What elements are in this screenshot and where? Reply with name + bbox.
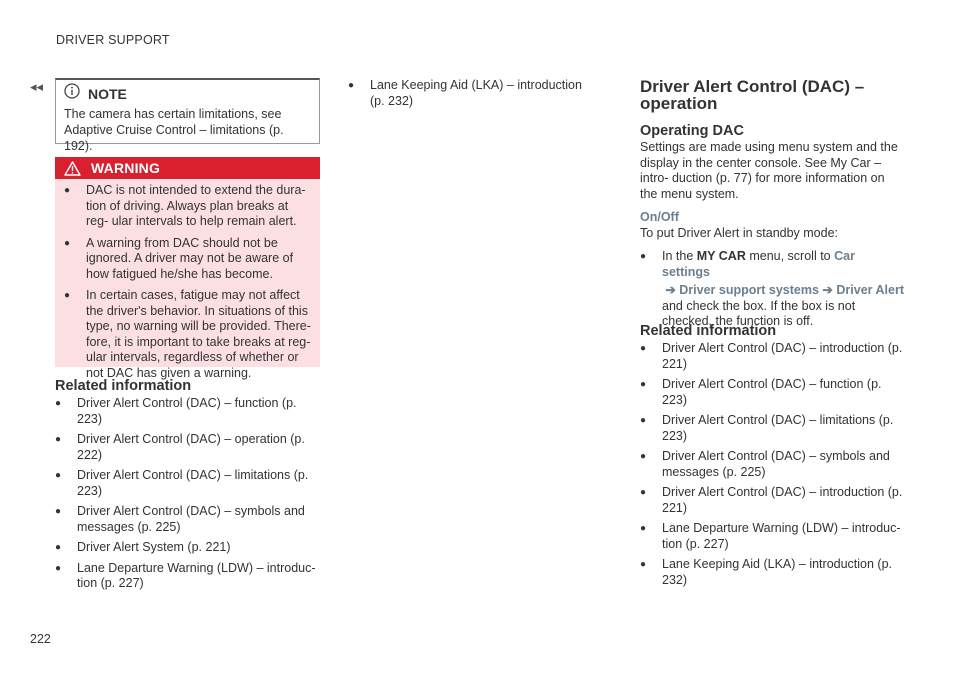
list-item[interactable]: ● Driver Alert Control (DAC) – introduction (p. 221) [640,341,903,371]
note-text: The camera has certain limitations, see Adaptive Cruise Control – limitations (p. 192). [64,107,284,153]
menu-driver-support: Driver support systems [679,283,819,297]
menu-path [640,283,904,299]
onoff-heading: On/Off [640,210,679,224]
mycar-label: MY CAR [696,249,746,263]
warning-item: ● DAC is not intended to extend the dura- tion of driving. Always plan breaks at reg- ular intervals to help remain alert. [64,183,306,228]
list-item[interactable]: ● Driver Alert Control (DAC) – function (p. 223) [55,396,297,426]
note-box [55,78,320,153]
page-title: Driver Alert Control (DAC) – operation [640,77,865,113]
list-item[interactable]: ● Driver Alert Control (DAC) – symbols and messages (p. 225) [640,449,890,479]
warning-item: ● A warning from DAC should not be ignored. A driver may not be aware of how fatigued he/she has become. [64,235,294,281]
related-heading: Related information [55,378,192,394]
list-item[interactable]: ● Driver Alert Control (DAC) – function (p. 223) [640,377,882,407]
related-heading-right: Related information [640,323,777,339]
info-circle-icon [64,83,80,104]
related-list-right [640,341,904,593]
continued-list [348,78,588,114]
right-arrow-icon: ➔ [822,283,833,297]
list-item[interactable]: ● Lane Keeping Aid (LKA) – introduction (p. 232) [348,78,582,108]
warning-list [61,183,313,387]
right-arrow-icon: ➔ [665,283,676,297]
list-item[interactable]: ● Lane Keeping Aid (LKA) – introduction (p. 232) [640,557,893,587]
list-item[interactable]: ● Driver Alert Control (DAC) – symbols and messages (p. 225) [55,504,305,534]
warning-item: ● In certain cases, fatigue may not affect the driver's behavior. In situations of this type, no warning will be provided. There- fore, it is important to take breaks at reg- ular intervals, regardless of whether or not DAC has given a warning. [64,288,311,380]
step-item: ● In the MY CAR menu, scroll to Car settings ➔ Driver support systems ➔ Driver Alert and check the box. If the box is not checked, the function is off. [640,249,904,328]
list-item[interactable]: ● Driver Alert Control (DAC) – operation (p. 222) [55,432,305,462]
list-item[interactable]: ● Driver Alert Control (DAC) – limitations (p. 223) [640,413,894,443]
onoff-text: To put Driver Alert in standby mode: [640,226,839,240]
operating-text: Settings are made using menu system and the display in the center console. See My Car – intro- duction (p. 77) for more information on the menu system. [640,140,898,201]
section-header: DRIVER SUPPORT [56,33,170,47]
warning-title: WARNING [91,160,161,176]
warning-header [55,157,320,179]
warning-triangle-icon [64,161,81,176]
back-icon[interactable]: ◂◂ [30,79,44,94]
list-item[interactable]: ● Driver Alert System (p. 221) [55,540,231,554]
step-end-text: and check the box. If the box is not checked, the function is off. [662,298,856,328]
related-list [55,396,317,597]
page-number: 222 [30,632,51,646]
list-item[interactable]: ● Driver Alert Control (DAC) – limitations (p. 223) [55,468,309,498]
list-item[interactable]: ● Lane Departure Warning (LDW) – introduc- tion (p. 227) [640,521,901,551]
list-item[interactable]: ● Driver Alert Control (DAC) – introduction (p. 221) [640,485,903,515]
warning-box [55,157,320,380]
operating-heading: Operating DAC [640,123,744,139]
menu-driver-alert: Driver Alert [836,283,904,297]
list-item[interactable]: ● Lane Departure Warning (LDW) – introduc- tion (p. 227) [55,560,316,590]
note-title: NOTE [88,85,127,102]
menu-car-settings: Car settings [662,249,855,279]
